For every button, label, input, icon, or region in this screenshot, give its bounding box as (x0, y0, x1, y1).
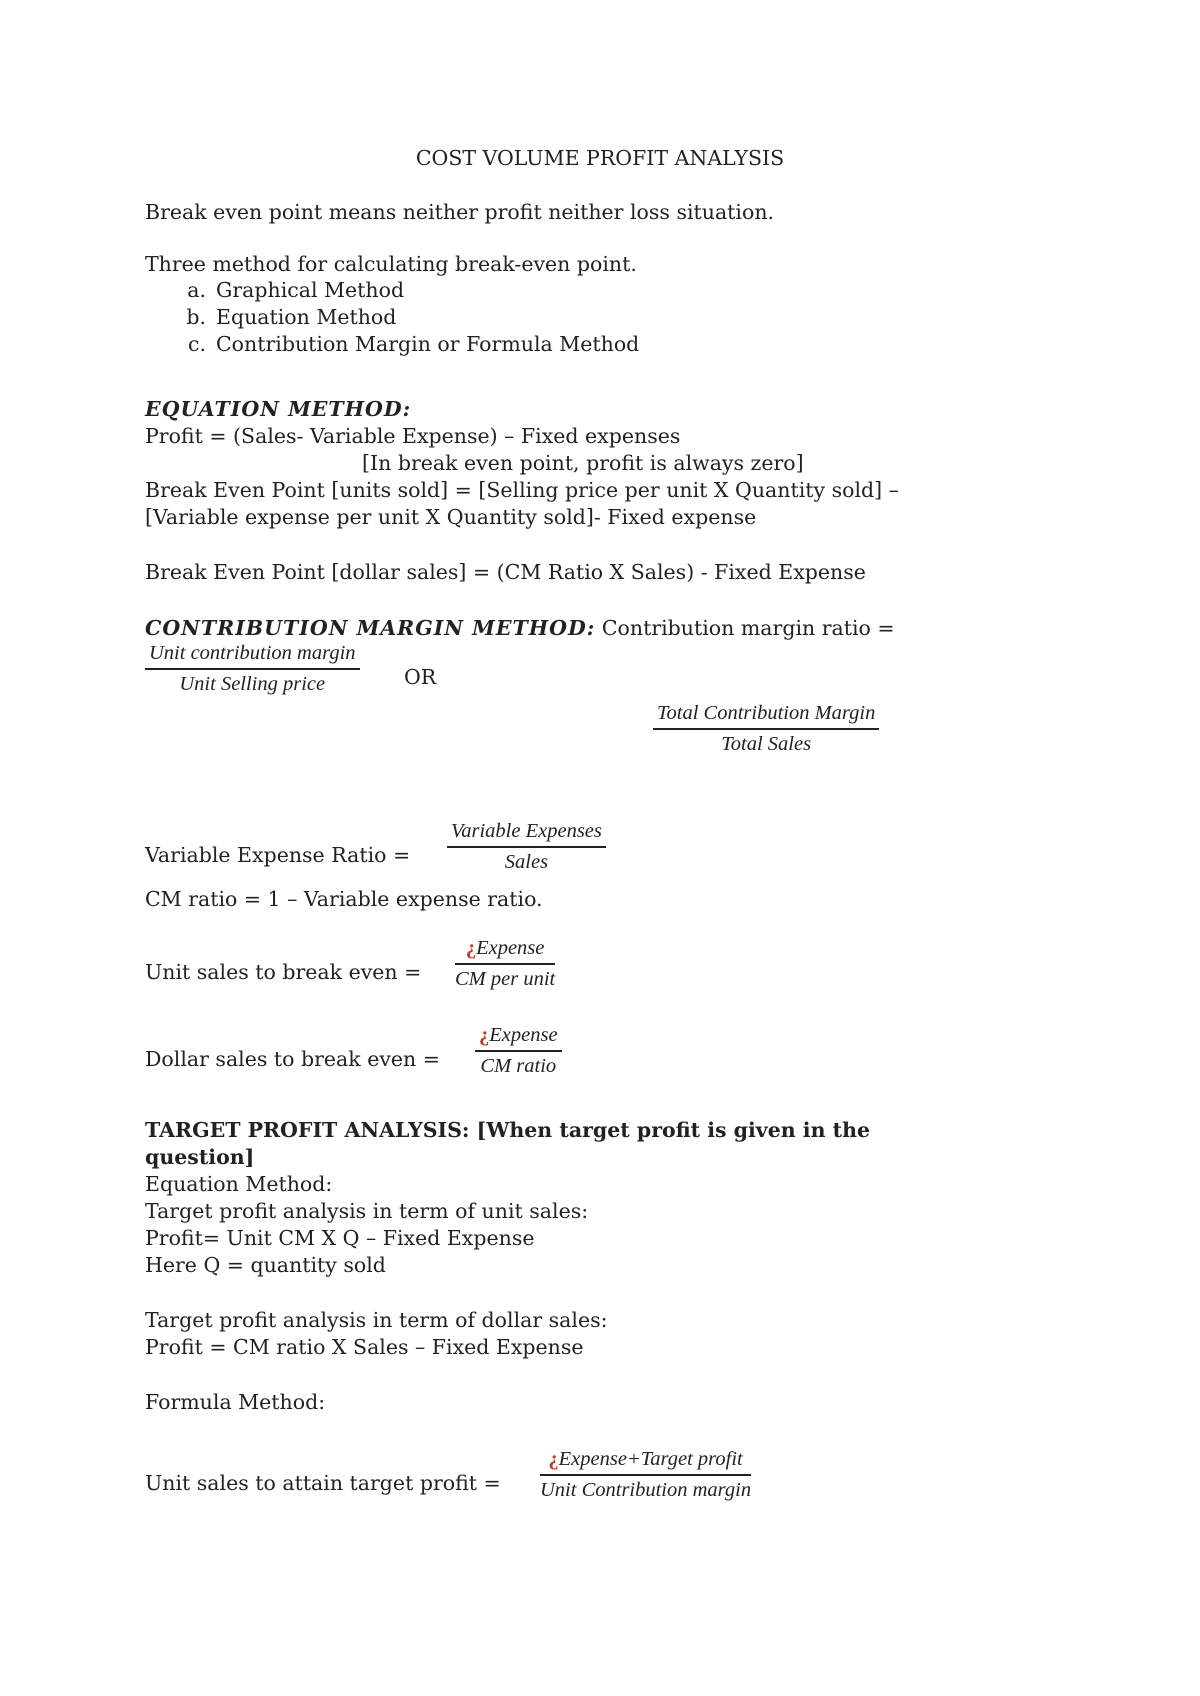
list-marker: b. (186, 305, 206, 329)
break-even-note: [In break even point, profit is always zero] (362, 451, 804, 475)
fraction-numerator: Total Contribution Margin (653, 700, 879, 730)
target-profit-heading-1: TARGET PROFIT ANALYSIS: [When target profit is given in the (145, 1118, 871, 1142)
list-item (170, 276, 404, 304)
list-marker: a. (187, 278, 206, 302)
fraction-numerator: Unit contribution margin (145, 640, 360, 670)
target-profit-heading-2: question] (145, 1145, 255, 1169)
fraction-denominator: Unit Selling price (179, 673, 326, 695)
intro-text: Break even point means neither profit neither loss situation. (145, 200, 775, 224)
unit-target-profit-fraction (540, 1446, 751, 1504)
bep-units-line-2: [Variable expense per unit X Quantity sold]- Fixed expense (145, 505, 757, 529)
list-item-label: Contribution Margin or Formula Method (216, 332, 640, 356)
or-text: OR (404, 665, 437, 689)
variable-expense-ratio-label: Variable Expense Ratio = (145, 843, 411, 867)
unit-sales-formula: Profit= Unit CM X Q – Fixed Expense (145, 1226, 535, 1250)
unit-sales-break-even-label: Unit sales to break even = (145, 960, 422, 984)
unit-sales-title: Target profit analysis in term of unit sales: (145, 1199, 589, 1223)
bep-dollar-formula: Break Even Point [dollar sales] = (CM Ratio X Sales) - Fixed Expense (145, 560, 866, 584)
dollar-sales-formula: Profit = CM ratio X Sales – Fixed Expense (145, 1335, 584, 1359)
unit-target-profit-label: Unit sales to attain target profit = (145, 1471, 501, 1495)
list-item (170, 330, 639, 358)
missing-glyph: ¿ (548, 1448, 559, 1470)
page-title: COST VOLUME PROFIT ANALYSIS (415, 146, 785, 170)
dollar-sales-break-even-label: Dollar sales to break even = (145, 1047, 440, 1071)
contribution-method-heading: CONTRIBUTION MARGIN METHOD: (145, 616, 596, 640)
fraction-numerator: Variable Expenses (447, 818, 606, 848)
bep-units-line-1: Break Even Point [units sold] = [Selling price per unit X Quantity sold] – (145, 478, 899, 502)
fraction-denominator: CM per unit (455, 968, 556, 990)
fraction-denominator: Unit Contribution margin (540, 1479, 752, 1501)
fraction-numerator: ¿Expense (455, 935, 555, 965)
formula-method-subheading: Formula Method: (145, 1390, 326, 1414)
fraction-denominator: Sales (504, 851, 549, 873)
equation-method-heading: EQUATION METHOD: (145, 397, 412, 421)
dollar-sales-title: Target profit analysis in term of dollar sales: (145, 1308, 608, 1332)
list-marker: c. (188, 332, 206, 356)
dollar-break-even-fraction (475, 1022, 562, 1080)
list-item-label: Graphical Method (216, 278, 405, 302)
unit-break-even-fraction (455, 935, 555, 993)
total-cm-fraction (653, 700, 879, 758)
list-item (170, 303, 396, 331)
fraction-numerator: ¿Expense+Target profit (540, 1446, 751, 1476)
equation-method-subheading: Equation Method: (145, 1172, 333, 1196)
unit-cm-fraction (145, 640, 360, 698)
fraction-denominator: Total Sales (721, 733, 812, 755)
list-item-label: Equation Method (216, 305, 397, 329)
methods-intro: Three method for calculating break-even point. (145, 252, 637, 276)
fraction-denominator: CM ratio (480, 1055, 557, 1077)
missing-glyph: ¿ (479, 1024, 490, 1046)
variable-expense-fraction (447, 818, 606, 876)
contribution-margin-line (145, 614, 895, 642)
quantity-note: Here Q = quantity sold (145, 1253, 386, 1277)
missing-glyph: ¿ (465, 937, 477, 959)
fraction-numerator: ¿Expense (475, 1022, 562, 1052)
contribution-ratio-label: Contribution margin ratio = (601, 616, 895, 640)
cm-ratio-formula: CM ratio = 1 – Variable expense ratio. (145, 887, 543, 911)
profit-formula: Profit = (Sales- Variable Expense) – Fixed expenses (145, 424, 681, 448)
